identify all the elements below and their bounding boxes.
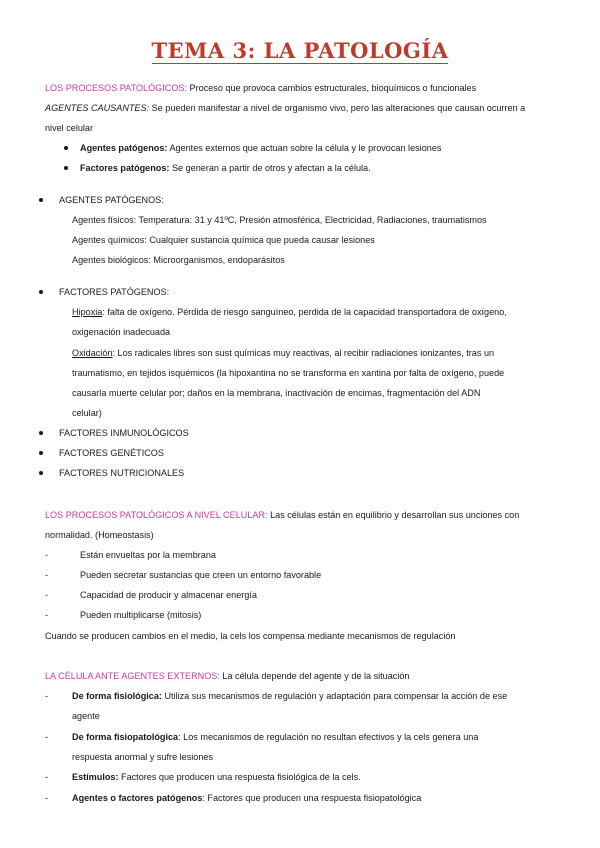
dash-icon: - (45, 691, 49, 701)
list-item: Pueden multiplicarse (mitosis) (80, 610, 202, 620)
factores-nutricionales: FACTORES NUTRICIONALES (59, 468, 185, 478)
bullet-icon (39, 198, 43, 202)
dash-icon: - (45, 590, 49, 600)
procesos-heading: LOS PROCESOS PATOLÓGICOS: (45, 83, 188, 93)
oxidacion-line-3: causarla muerte celular por; daños en la membrana, inactivación de encimas, fragmentación del ADN (72, 388, 481, 398)
causantes-label: AGENTES CAUSANTES: (45, 103, 150, 113)
bullet-icon (39, 431, 43, 435)
externos-heading: LA CÉLULA ANTE AGENTES EXTERNOS: (45, 671, 220, 681)
dash-icon: - (45, 732, 49, 742)
oxidacion-line-4: celular) (72, 408, 102, 418)
dash-icon: - (45, 570, 49, 580)
factores-inmunologicos: FACTORES INMUNOLÓGICOS (59, 428, 189, 438)
causantes-line: AGENTES CAUSANTES: Se pueden manifestar a nivel de organismo vivo, pero las alteraciones que causan ocurren a (45, 103, 526, 113)
oxidacion-line: Oxidación: Los radicales libres son sust químicas muy reactivas, al recibir radiaciones ionizantes, tras un (72, 348, 495, 358)
dash-icon: - (45, 793, 49, 803)
agentes-heading: AGENTES PATÓGENOS: (59, 195, 164, 205)
list-item: Están envueltas por la membrana (80, 550, 216, 560)
bullet-icon (39, 471, 43, 475)
dash-icon: - (45, 550, 49, 560)
fisiopatologica-line-2: respuesta anormal y sufre lesiones (72, 752, 214, 762)
oxidacion-line-2: traumatismo, en tejidos isquémicos (la hipoxantina no se transforma en xantina por falta de oxígeno, puede (72, 368, 505, 378)
factores-line: Factores patógenos: Se generan a partir de otros y afectan a la célula. (80, 163, 371, 173)
dash-icon: - (45, 610, 49, 620)
agentes-biologicos: Agentes biológicos: Microorganismos, endoparásitos (72, 255, 285, 265)
factores-heading: FACTORES PATÓGENOS: (59, 287, 170, 297)
list-item: Capacidad de producir y almacenar energía (80, 590, 257, 600)
bullet-icon (64, 146, 68, 150)
hipoxia-line-2: oxigenación inadecuada (72, 327, 171, 337)
celular-heading: LOS PROCESOS PATOLÓGICOS A NIVEL CELULAR: (45, 510, 268, 520)
agentes-quimicos: Agentes químicos: Cualquier sustancia química que pueda causar lesiones (72, 235, 375, 245)
agentes-fisicos: Agentes físicos: Temperatura: 31 y 41ºC, Presión atmosférica, Electricidad, Radiaciones, traumatismos (72, 215, 487, 225)
hipoxia-line: Hipoxia: falta de oxígeno. Pérdida de riesgo sanguíneo, perdida de la capacidad transportadora de oxígeno, (72, 307, 507, 317)
celular-line: LOS PROCESOS PATOLÓGICOS A NIVEL CELULAR: Las células están en equilibrio y desarrollan sus unciones con (45, 510, 520, 520)
bullet-icon (64, 166, 68, 170)
dash-icon: - (45, 772, 49, 782)
patogenos-line: Agentes patógenos: Agentes externos que actuan sobre la célula y le provocan lesiones (80, 143, 442, 153)
bullet-icon (39, 451, 43, 455)
externos-line: LA CÉLULA ANTE AGENTES EXTERNOS: La célula depende del agente y de la situación (45, 671, 410, 681)
fisiologica-line: De forma fisiológica: Utiliza sus mecanismos de regulación y adaptación para compensar la acción de ese (72, 691, 508, 701)
page-title: TEMA 3: LA PATOLOGÍA (151, 38, 449, 63)
list-item: Pueden secretar sustancias que creen un entorno favorable (80, 570, 322, 580)
agentes-factores-line: Agentes o factores patógenos: Factores que producen una respuesta fisiopatológica (72, 793, 422, 803)
celular-line-2: normalidad. (Homeostasis) (45, 530, 154, 540)
fisiopatologica-line: De forma fisiopatológica: Los mecanismos de regulación no resultan efectivos y la cels genera una (72, 732, 479, 742)
causantes-line-2: nivel celular (45, 123, 94, 133)
factores-geneticos: FACTORES GENÉTICOS (59, 448, 164, 458)
bullet-icon (39, 290, 43, 294)
procesos-line: LOS PROCESOS PATOLÓGICOS: Proceso que provoca cambios estructurales, bioquímicos o funcionales (45, 83, 477, 93)
fisiologica-line-2: agente (72, 711, 100, 721)
celular-closing: Cuando se producen cambios en el medio, la cels los compensa mediante mecanismos de regulación (45, 631, 456, 641)
estimulos-line: Estímulos: Factores que producen una respuesta fisiológica de la cels. (72, 772, 361, 782)
